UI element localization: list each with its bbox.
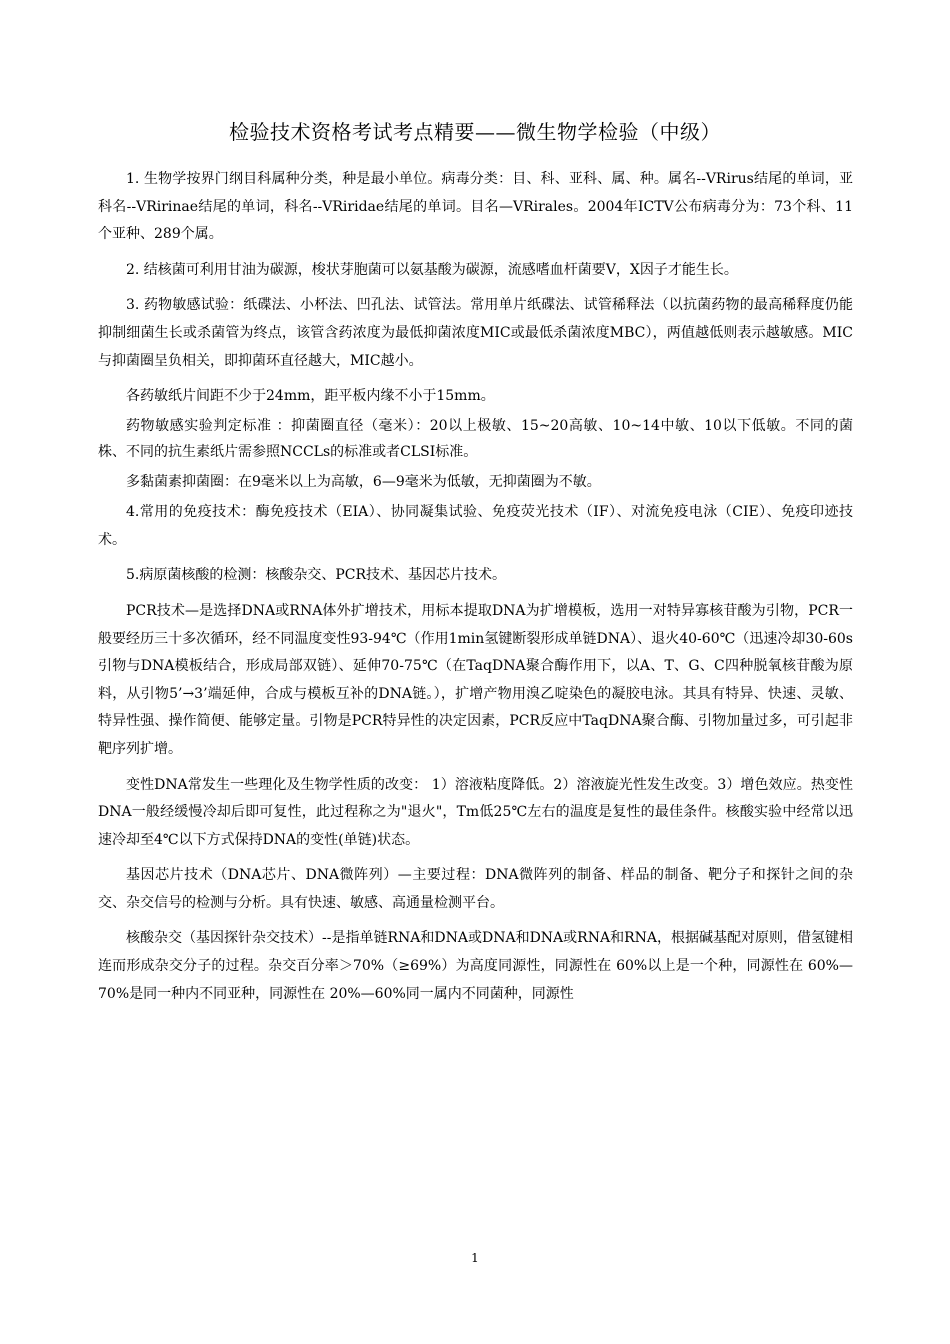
paragraph-gene-chip: 基因芯片技术（DNA芯片、DNA微阵列）—主要过程：DNA微阵列的制备、样品的制备、靶分子和探针之间的杂交、杂交信号的检测与分析。具有快速、敏感、高通量检测平台。 (98, 867, 853, 911)
paragraph-drug-sensitivity: 3. 药物敏感试验：纸碟法、小杯法、凹孔法、试管法。常用单片纸碟法、试管稀释法（以抗菌药物的最高稀释度仍能抑制细菌生长或杀菌管为终点，该管含药浓度为最低抑菌浓度MIC或最低杀菌浓度MBC），两值越低则表示越敏感。MIC与抑菌圈呈负相关，即抑菌环直径越大，MIC越小。 (98, 297, 853, 369)
paragraph-hybridization: 核酸杂交（基因探针杂交技术）--是指单链RNA和DNA或DNA和DNA或RNA和RNA，根据碱基配对原则，借氢键相连而形成杂交分子的过程。杂交百分率＞70%（≥69%）为高度同源性，同源性在 60%以上是一个种，同源性在 60%—70%是同一种内不同亚种，同源性在 20%—60%同一属内不同菌种，同源性 (98, 930, 853, 1002)
paragraph-sensitivity-criteria: 药物敏感实验判定标准 ：抑菌圈直径（毫米）：20以上极敏、15~20高敏、10~14中敏、10以下低敏。不同的菌株、不同的抗生素纸片需参照NCCLs的标准或者CLSI标准。 (98, 418, 853, 461)
page-number: 1 (471, 1251, 479, 1265)
paragraph-classification: 1. 生物学按界门纲目科属种分类，种是最小单位。病毒分类：目、科、亚科、属、种。属名--VRirus结尾的单词，亚科名--VRirinae结尾的单词，科名--VRiridae结尾的单词。目名—VRirales。2004年ICTV公布病毒分为：73个科、11个亚种、289个属。 (98, 171, 853, 243)
paragraph-polymyxin: 多黏菌素抑菌圈：在9毫米以上为高敏，6—9毫米为低敏，无抑菌圈为不敏。 (126, 474, 601, 491)
paragraph-immune-techniques: 4.常用的免疫技术：酶免疫技术（EIA）、协同凝集试验、免疫荧光技术（IF）、对流免疫电泳（CIE）、免疫印迹技术。 (98, 504, 853, 548)
document-title: 检验技术资格考试考点精要——微生物学检验（中级） (229, 120, 721, 144)
paragraph-disc-spacing: 各药敏纸片间距不少于24mm，距平板内缘不小于15mm。 (126, 388, 495, 405)
paragraph-nucleic-acid-detection: 5.病原菌核酸的检测：核酸杂交、PCR技术、基因芯片技术。 (126, 567, 507, 584)
paragraph-dna-denaturation: 变性DNA常发生一些理化及生物学性质的改变： 1）溶液粘度降低。2）溶液旋光性发生改变。3）增色效应。热变性DNA一般经缓慢冷却后即可复性，此过程称之为"退火"，Tm低25℃左右的温度是复性的最佳条件。核酸实验中经常以迅速冷却至4℃以下方式保持DNA的变性(单链)状态。 (98, 776, 853, 848)
paragraph-carbon-source: 2. 结核菌可利用甘油为碳源，梭状芽胞菌可以氨基酸为碳源，流感嗜血杆菌要Ⅴ，Ⅹ因子才能生长。 (126, 261, 738, 278)
paragraph-pcr: PCR技术—是选择DNA或RNA体外扩增技术，用标本提取DNA为扩增模板，选用一对特异寡核苷酸为引物，PCR一般要经历三十多次循环，经不同温度变性93-94℃（作用1min氢键断裂形成单链DNA）、退火40-60℃（迅速冷却30-60s引物与DNA模板结合，形成局部双链）、延伸70-75℃（在TaqDNA聚合酶作用下，以A、T、G、C四种脱氧核苷酸为原料，从引物5’→3’端延伸，合成与模板互补的DNA链。），扩增产物用溴乙啶染色的凝胶电泳。其具有特异、快速、灵敏、特异性强、操作简便、能够定量。引物是PCR特异性的决定因素，PCR反应中TaqDNA聚合酶、引物加量过多，可引起非靶序列扩增。 (98, 602, 853, 757)
document-body (98, 166, 853, 1016)
